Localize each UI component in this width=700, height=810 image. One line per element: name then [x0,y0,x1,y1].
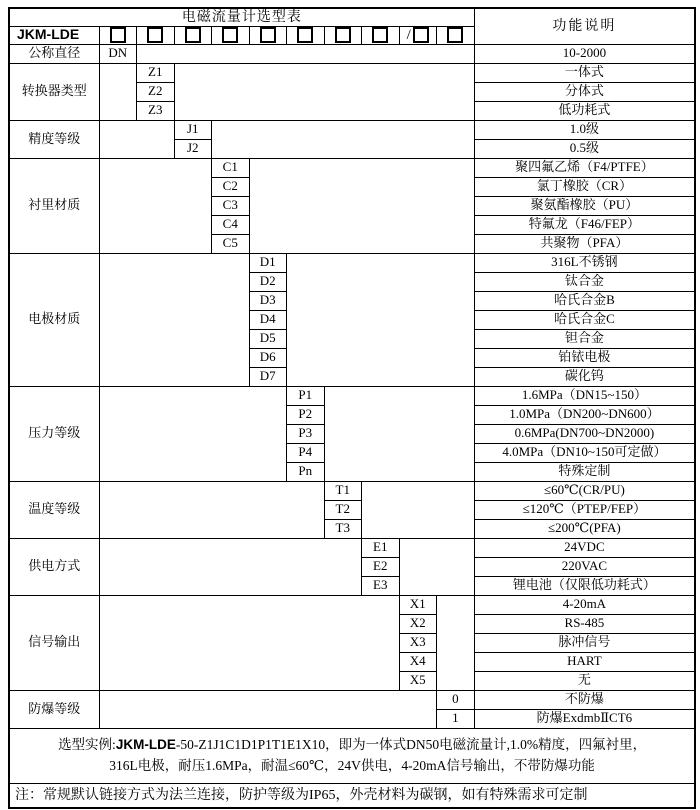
function-header: 功能说明 [474,8,695,44]
model-checkbox-cell [99,26,137,44]
section-label: 防爆等级 [9,690,99,728]
code-cell: J2 [174,139,212,158]
code-cell: Z2 [137,82,175,101]
code-cell: X4 [399,652,437,671]
desc-cell: 哈氏合金C [474,310,695,329]
example-prefix: 选型实例: [58,736,116,752]
desc-cell: HART [474,652,695,671]
section-label: 公称直径 [9,44,99,63]
model-checkbox-cell [324,26,362,44]
section-label: 温度等级 [9,481,99,538]
code-cell: D3 [249,291,287,310]
desc-cell: 4-20mA [474,595,695,614]
desc-cell: 10-2000 [474,44,695,63]
section-label: 衬里材质 [9,158,99,253]
model-checkbox-cell [212,26,250,44]
desc-cell: 0.6MPa(DN700~DN2000) [474,424,695,443]
model-checkbox-cell [362,26,400,44]
desc-cell: 4.0MPa（DN10~150可定做） [474,443,695,462]
model-checkbox-cell [437,26,475,44]
desc-cell: 碳化钨 [474,367,695,386]
model-checkbox-cell [287,26,325,44]
checkbox-icon [222,27,238,43]
code-cell: P3 [287,424,325,443]
selection-table [8,7,696,809]
code-cell: X5 [399,671,437,690]
code-cell: E1 [362,538,400,557]
model-prefix: JKM-LDE [9,26,99,44]
spacer-cell [362,481,475,538]
checkbox-icon [413,27,429,43]
code-cell: D2 [249,272,287,291]
checkbox-icon [297,27,313,43]
page-title: 电磁流量计选型表 [9,8,474,26]
code-cell: P4 [287,443,325,462]
spacer-cell [249,158,474,253]
code-cell: Pn [287,462,325,481]
code-cell: E3 [362,576,400,595]
section-label: 转换器类型 [9,63,99,120]
code-cell: T1 [324,481,362,500]
section-label: 供电方式 [9,538,99,595]
spacer-cell [212,120,475,158]
spacer-cell [174,63,474,120]
desc-cell: 钽合金 [474,329,695,348]
section-row [9,538,695,557]
checkbox-icon [335,27,351,43]
desc-cell: 0.5级 [474,139,695,158]
section-row [9,120,695,139]
desc-cell: 钛合金 [474,272,695,291]
example-row [9,728,695,783]
spacer-cell [137,44,475,63]
code-cell: T2 [324,500,362,519]
desc-cell: 聚氨酯橡胶（PU） [474,196,695,215]
example-line-1 [14,735,690,756]
desc-cell: ≤120℃（PTEP/FEP） [474,500,695,519]
example-line1-rest: -50-Z1J1C1D1P1T1E1X10，即为一体式DN50电磁流量计,1.0%精度，四氟衬里， [175,736,647,752]
spacer-cell [99,386,287,481]
model-checkbox-cell [399,26,437,44]
code-cell: Z1 [137,63,175,82]
code-cell: X1 [399,595,437,614]
desc-cell: 哈氏合金B [474,291,695,310]
desc-cell: 1.0MPa（DN200~DN600） [474,405,695,424]
code-cell: E2 [362,557,400,576]
desc-cell: 220VAC [474,557,695,576]
desc-cell: 316L不锈钢 [474,253,695,272]
code-cell: C3 [212,196,250,215]
code-cell: T3 [324,519,362,538]
desc-cell: 低功耗式 [474,101,695,120]
code-cell: D5 [249,329,287,348]
checkbox-icon [260,27,276,43]
section-row [9,481,695,500]
desc-cell: 特氟龙（F46/FEP） [474,215,695,234]
code-cell: C5 [212,234,250,253]
code-cell: C2 [212,177,250,196]
spacer-cell [399,538,474,595]
code-cell: Z3 [137,101,175,120]
example-cell [9,728,695,783]
code-cell: 0 [437,690,475,709]
spacer-cell [99,253,249,386]
desc-cell: ≤60℃(CR/PU) [474,481,695,500]
desc-cell: 1.6MPa（DN15~150） [474,386,695,405]
desc-cell: 24VDC [474,538,695,557]
desc-cell: 聚四氟乙烯（F4/PTFE） [474,158,695,177]
spacer-cell [99,158,212,253]
model-checkbox-cell [249,26,287,44]
checkbox-icon [110,27,126,43]
desc-cell: 共聚物（PFA） [474,234,695,253]
section-row [9,253,695,272]
desc-cell: 一体式 [474,63,695,82]
title-row [9,8,695,26]
spacer-cell [437,595,475,690]
example-model-code: JKM-LDE [115,736,176,752]
checkbox-icon [447,27,463,43]
code-cell: C4 [212,215,250,234]
desc-cell: 特殊定制 [474,462,695,481]
desc-cell: 无 [474,671,695,690]
spacer-cell [99,63,137,120]
section-label: 电极材质 [9,253,99,386]
code-cell: D4 [249,310,287,329]
spacer-cell [99,538,362,595]
desc-cell: 不防爆 [474,690,695,709]
spacer-cell [99,120,174,158]
model-checkbox-cell [137,26,175,44]
section-row [9,690,695,709]
desc-cell: ≤200℃(PFA) [474,519,695,538]
code-cell: D1 [249,253,287,272]
code-cell: X3 [399,633,437,652]
checkbox-icon [185,27,201,43]
code-cell: DN [99,44,137,63]
desc-cell: 锂电池（仅限低功耗式） [474,576,695,595]
desc-cell: 1.0级 [474,120,695,139]
code-cell: D6 [249,348,287,367]
section-row [9,63,695,82]
spacer-cell [99,595,399,690]
section-row [9,386,695,405]
checkbox-icon [372,27,388,43]
desc-cell: 铂铱电极 [474,348,695,367]
desc-cell: 氯丁橡胶（CR） [474,177,695,196]
code-cell: J1 [174,120,212,139]
code-cell: P2 [287,405,325,424]
desc-cell: 防爆ExdmbⅡCT6 [474,709,695,728]
section-label: 信号输出 [9,595,99,690]
section-label: 精度等级 [9,120,99,158]
model-checkbox-cell [174,26,212,44]
section-row [9,44,695,63]
code-cell: D7 [249,367,287,386]
spacer-cell [287,253,475,386]
spacer-cell [324,386,474,481]
code-cell: C1 [212,158,250,177]
note-row [9,783,695,808]
code-cell: X2 [399,614,437,633]
desc-cell: 脉冲信号 [474,633,695,652]
code-cell: P1 [287,386,325,405]
code-cell: 1 [437,709,475,728]
checkbox-icon [147,27,163,43]
desc-cell: RS-485 [474,614,695,633]
note-text: 注：常规默认链接方式为法兰连接，防护等级为IP65，外壳材料为碳钢，如有特殊需求可定制 [9,783,695,808]
spacer-cell [99,690,437,728]
section-row [9,158,695,177]
slash-separator: / [406,26,411,43]
section-row [9,595,695,614]
desc-cell: 分体式 [474,82,695,101]
section-label: 压力等级 [9,386,99,481]
spacer-cell [99,481,324,538]
example-line-2: 316L电极，耐压1.6MPa，耐温≤60℃，24V供电，4-20mA信号输出，不带防爆功能 [109,757,595,773]
selection-table-body [9,8,695,808]
